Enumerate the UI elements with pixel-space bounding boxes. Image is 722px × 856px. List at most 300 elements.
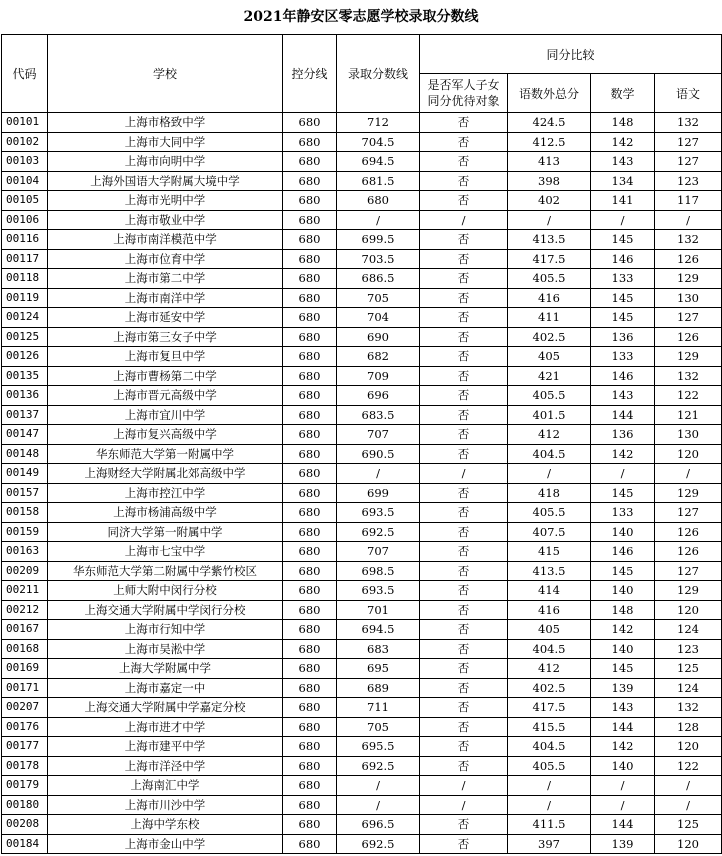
- cell-math: 145: [591, 230, 655, 250]
- cell-admission-score: 692.5: [337, 522, 420, 542]
- cell-control-line: 680: [283, 522, 337, 542]
- cell-total-score: 417.5: [508, 249, 591, 269]
- table-row: [2, 327, 722, 347]
- cell-military-priority: 否: [420, 405, 508, 425]
- table-row: [2, 405, 722, 425]
- cell-admission-score: 695: [337, 659, 420, 679]
- cell-code: 00208: [2, 815, 48, 835]
- cell-military-priority: 否: [420, 171, 508, 191]
- cell-code: 00103: [2, 152, 48, 172]
- table-row: [2, 756, 722, 776]
- cell-control-line: 680: [283, 444, 337, 464]
- cell-code: 00117: [2, 249, 48, 269]
- cell-total-score: 402.5: [508, 327, 591, 347]
- cell-total-score: 416: [508, 600, 591, 620]
- cell-chinese: 123: [655, 171, 722, 191]
- cell-admission-score: 698.5: [337, 561, 420, 581]
- cell-admission-score: 683.5: [337, 405, 420, 425]
- cell-chinese: /: [655, 795, 722, 815]
- cell-school: 上海市洋泾中学: [48, 756, 283, 776]
- table-row: [2, 366, 722, 386]
- cell-code: 00116: [2, 230, 48, 250]
- cell-code: 00157: [2, 483, 48, 503]
- cell-military-priority: 否: [420, 834, 508, 854]
- cell-military-priority: 否: [420, 600, 508, 620]
- cell-control-line: 680: [283, 815, 337, 835]
- cell-control-line: 680: [283, 737, 337, 757]
- cell-school: 上海市敬业中学: [48, 210, 283, 230]
- cell-military-priority: 否: [420, 620, 508, 640]
- cell-control-line: 680: [283, 249, 337, 269]
- cell-math: 145: [591, 483, 655, 503]
- cell-total-score: 402.5: [508, 678, 591, 698]
- cell-school: 上海市复兴高级中学: [48, 425, 283, 445]
- table-row: [2, 737, 722, 757]
- cell-math: /: [591, 210, 655, 230]
- cell-admission-score: 686.5: [337, 269, 420, 289]
- table-row: [2, 561, 722, 581]
- cell-admission-score: 709: [337, 366, 420, 386]
- table-row: [2, 483, 722, 503]
- cell-math: 136: [591, 327, 655, 347]
- cell-total-score: 424.5: [508, 113, 591, 133]
- cell-code: 00179: [2, 776, 48, 796]
- cell-military-priority: 否: [420, 366, 508, 386]
- cell-military-priority: 否: [420, 249, 508, 269]
- cell-total-score: 414: [508, 581, 591, 601]
- cell-control-line: 680: [283, 230, 337, 250]
- cell-school: 上海市第二中学: [48, 269, 283, 289]
- cell-total-score: 397: [508, 834, 591, 854]
- cell-math: 136: [591, 425, 655, 445]
- cell-chinese: 129: [655, 347, 722, 367]
- cell-admission-score: 699: [337, 483, 420, 503]
- cell-code: 00126: [2, 347, 48, 367]
- cell-chinese: 127: [655, 561, 722, 581]
- cell-code: 00158: [2, 503, 48, 523]
- cell-chinese: 132: [655, 366, 722, 386]
- cell-control-line: 680: [283, 113, 337, 133]
- cell-control-line: 680: [283, 327, 337, 347]
- cell-total-score: 405.5: [508, 503, 591, 523]
- table-row: [2, 464, 722, 484]
- cell-school: 上海市川沙中学: [48, 795, 283, 815]
- cell-math: 145: [591, 288, 655, 308]
- cell-code: 00171: [2, 678, 48, 698]
- cell-control-line: 680: [283, 698, 337, 718]
- cell-military-priority: /: [420, 776, 508, 796]
- table-row: [2, 191, 722, 211]
- cell-admission-score: 680: [337, 191, 420, 211]
- table-row: [2, 308, 722, 328]
- cell-school: 上师大附中闵行分校: [48, 581, 283, 601]
- table-row: [2, 152, 722, 172]
- cell-control-line: 680: [283, 425, 337, 445]
- table-row: [2, 698, 722, 718]
- header-tie-comparison: 同分比较: [420, 35, 722, 74]
- cell-code: 00101: [2, 113, 48, 133]
- cell-total-score: 405.5: [508, 386, 591, 406]
- cell-total-score: 421: [508, 366, 591, 386]
- cell-military-priority: 否: [420, 503, 508, 523]
- cell-code: 00147: [2, 425, 48, 445]
- cell-chinese: 130: [655, 425, 722, 445]
- header-math: 数学: [591, 74, 655, 113]
- cell-chinese: 126: [655, 327, 722, 347]
- cell-math: 143: [591, 698, 655, 718]
- cell-math: 140: [591, 756, 655, 776]
- cell-school: 上海市复旦中学: [48, 347, 283, 367]
- cell-math: 142: [591, 620, 655, 640]
- cell-school: 上海交通大学附属中学闵行分校: [48, 600, 283, 620]
- cell-total-score: /: [508, 464, 591, 484]
- cell-control-line: 680: [283, 386, 337, 406]
- cell-military-priority: /: [420, 210, 508, 230]
- cell-control-line: 680: [283, 152, 337, 172]
- cell-control-line: 680: [283, 561, 337, 581]
- cell-chinese: 129: [655, 269, 722, 289]
- cell-code: 00119: [2, 288, 48, 308]
- cell-admission-score: 704: [337, 308, 420, 328]
- cell-total-score: 413.5: [508, 561, 591, 581]
- cell-school: 上海市杨浦高级中学: [48, 503, 283, 523]
- cell-total-score: 405: [508, 347, 591, 367]
- cell-code: 00124: [2, 308, 48, 328]
- cell-code: 00125: [2, 327, 48, 347]
- cell-chinese: 129: [655, 483, 722, 503]
- header-chinese: 语文: [655, 74, 722, 113]
- table-body: [2, 113, 722, 854]
- cell-total-score: 413: [508, 152, 591, 172]
- table-row: [2, 425, 722, 445]
- cell-chinese: 124: [655, 678, 722, 698]
- cell-military-priority: 否: [420, 483, 508, 503]
- cell-admission-score: /: [337, 795, 420, 815]
- cell-math: 143: [591, 386, 655, 406]
- cell-chinese: 123: [655, 639, 722, 659]
- cell-military-priority: 否: [420, 678, 508, 698]
- cell-chinese: 124: [655, 620, 722, 640]
- cell-school: 华东师范大学第一附属中学: [48, 444, 283, 464]
- cell-total-score: 405: [508, 620, 591, 640]
- cell-chinese: 132: [655, 698, 722, 718]
- cell-military-priority: /: [420, 464, 508, 484]
- cell-math: 145: [591, 308, 655, 328]
- header-military-line1: 是否军人子女: [427, 78, 500, 92]
- cell-math: 140: [591, 639, 655, 659]
- cell-chinese: /: [655, 464, 722, 484]
- cell-military-priority: 否: [420, 542, 508, 562]
- cell-admission-score: /: [337, 210, 420, 230]
- cell-admission-score: 707: [337, 425, 420, 445]
- cell-military-priority: 否: [420, 717, 508, 737]
- cell-code: 00209: [2, 561, 48, 581]
- cell-code: 00106: [2, 210, 48, 230]
- cell-code: 00148: [2, 444, 48, 464]
- cell-admission-score: 711: [337, 698, 420, 718]
- cell-military-priority: 否: [420, 659, 508, 679]
- table-row: [2, 542, 722, 562]
- cell-code: 00137: [2, 405, 48, 425]
- table-row: [2, 659, 722, 679]
- cell-admission-score: 705: [337, 717, 420, 737]
- header-school: 学校: [48, 35, 283, 113]
- table-row: [2, 776, 722, 796]
- cell-total-score: 413.5: [508, 230, 591, 250]
- table-row: [2, 269, 722, 289]
- table-row: [2, 288, 722, 308]
- cell-military-priority: 否: [420, 230, 508, 250]
- cell-school: 上海市晋元高级中学: [48, 386, 283, 406]
- cell-code: 00159: [2, 522, 48, 542]
- cell-code: 00207: [2, 698, 48, 718]
- cell-military-priority: 否: [420, 815, 508, 835]
- cell-control-line: 680: [283, 795, 337, 815]
- cell-chinese: 127: [655, 152, 722, 172]
- header-total-score: 语数外总分: [508, 74, 591, 113]
- cell-total-score: 411.5: [508, 815, 591, 835]
- cell-military-priority: 否: [420, 269, 508, 289]
- cell-math: 148: [591, 600, 655, 620]
- table-row: [2, 210, 722, 230]
- cell-total-score: 407.5: [508, 522, 591, 542]
- cell-math: 140: [591, 522, 655, 542]
- cell-chinese: 120: [655, 600, 722, 620]
- cell-code: 00177: [2, 737, 48, 757]
- cell-code: 00168: [2, 639, 48, 659]
- cell-military-priority: 否: [420, 113, 508, 133]
- cell-control-line: 680: [283, 776, 337, 796]
- cell-math: /: [591, 776, 655, 796]
- cell-military-priority: 否: [420, 425, 508, 445]
- cell-total-score: 412: [508, 425, 591, 445]
- cell-control-line: 680: [283, 288, 337, 308]
- page-title: 2021年静安区零志愿学校录取分数线: [243, 9, 479, 25]
- cell-military-priority: 否: [420, 152, 508, 172]
- cell-school: 上海市吴淞中学: [48, 639, 283, 659]
- cell-military-priority: 否: [420, 191, 508, 211]
- cell-admission-score: 696: [337, 386, 420, 406]
- cell-admission-score: 694.5: [337, 152, 420, 172]
- cell-admission-score: 703.5: [337, 249, 420, 269]
- cell-total-score: 412: [508, 659, 591, 679]
- cell-school: 上海市第三女子中学: [48, 327, 283, 347]
- cell-code: 00136: [2, 386, 48, 406]
- cell-military-priority: 否: [420, 132, 508, 152]
- cell-math: 143: [591, 152, 655, 172]
- cell-admission-score: 695.5: [337, 737, 420, 757]
- cell-math: /: [591, 795, 655, 815]
- cell-total-score: 404.5: [508, 737, 591, 757]
- cell-code: 00178: [2, 756, 48, 776]
- cell-school: 上海市七宝中学: [48, 542, 283, 562]
- cell-school: 上海市进才中学: [48, 717, 283, 737]
- cell-military-priority: 否: [420, 561, 508, 581]
- cell-control-line: 680: [283, 659, 337, 679]
- cell-control-line: 680: [283, 678, 337, 698]
- cell-total-score: 412.5: [508, 132, 591, 152]
- cell-code: 00180: [2, 795, 48, 815]
- cell-total-score: 404.5: [508, 639, 591, 659]
- cell-math: 146: [591, 542, 655, 562]
- cell-total-score: 401.5: [508, 405, 591, 425]
- header-admission-score: 录取分数线: [337, 35, 420, 113]
- cell-admission-score: 712: [337, 113, 420, 133]
- table-row: [2, 600, 722, 620]
- cell-military-priority: 否: [420, 347, 508, 367]
- cell-school: 同济大学第一附属中学: [48, 522, 283, 542]
- cell-total-score: /: [508, 795, 591, 815]
- header-military-line2: 同分优待对象: [427, 94, 500, 108]
- cell-admission-score: 693.5: [337, 581, 420, 601]
- cell-control-line: 680: [283, 464, 337, 484]
- cell-school: 上海外国语大学附属大境中学: [48, 171, 283, 191]
- cell-school: 上海市嘉定一中: [48, 678, 283, 698]
- cell-math: 133: [591, 503, 655, 523]
- cell-total-score: 417.5: [508, 698, 591, 718]
- cell-control-line: 680: [283, 756, 337, 776]
- cell-chinese: 130: [655, 288, 722, 308]
- cell-chinese: 126: [655, 522, 722, 542]
- cell-control-line: 680: [283, 620, 337, 640]
- cell-total-score: 416: [508, 288, 591, 308]
- cell-total-score: 398: [508, 171, 591, 191]
- cell-code: 00149: [2, 464, 48, 484]
- cell-control-line: 680: [283, 269, 337, 289]
- cell-military-priority: /: [420, 795, 508, 815]
- table-row: [2, 522, 722, 542]
- cell-control-line: 680: [283, 191, 337, 211]
- cell-admission-score: 692.5: [337, 834, 420, 854]
- cell-total-score: 418: [508, 483, 591, 503]
- table-row: [2, 815, 722, 835]
- cell-code: 00169: [2, 659, 48, 679]
- cell-code: 00211: [2, 581, 48, 601]
- header-code: 代码: [2, 35, 48, 113]
- cell-math: 145: [591, 561, 655, 581]
- cell-control-line: 680: [283, 132, 337, 152]
- cell-admission-score: 694.5: [337, 620, 420, 640]
- cell-chinese: 127: [655, 503, 722, 523]
- table-row: [2, 444, 722, 464]
- cell-code: 00163: [2, 542, 48, 562]
- cell-chinese: 122: [655, 386, 722, 406]
- cell-admission-score: 692.5: [337, 756, 420, 776]
- cell-total-score: /: [508, 210, 591, 230]
- cell-chinese: 120: [655, 834, 722, 854]
- table-row: [2, 639, 722, 659]
- cell-chinese: 125: [655, 815, 722, 835]
- cell-admission-score: 683: [337, 639, 420, 659]
- table-header: [2, 35, 722, 113]
- cell-math: 140: [591, 581, 655, 601]
- cell-chinese: 126: [655, 542, 722, 562]
- table-row: [2, 171, 722, 191]
- table-row: [2, 717, 722, 737]
- cell-code: 00118: [2, 269, 48, 289]
- cell-admission-score: 696.5: [337, 815, 420, 835]
- header-military-priority: [420, 74, 508, 113]
- cell-admission-score: 707: [337, 542, 420, 562]
- cell-math: 142: [591, 444, 655, 464]
- table-row: [2, 132, 722, 152]
- cell-total-score: 404.5: [508, 444, 591, 464]
- cell-code: 00184: [2, 834, 48, 854]
- cell-control-line: 680: [283, 542, 337, 562]
- cell-chinese: 120: [655, 737, 722, 757]
- cell-military-priority: 否: [420, 308, 508, 328]
- cell-school: 上海市金山中学: [48, 834, 283, 854]
- cell-control-line: 680: [283, 171, 337, 191]
- admission-table: [1, 34, 722, 854]
- cell-school: 上海中学东校: [48, 815, 283, 835]
- cell-admission-score: 682: [337, 347, 420, 367]
- cell-chinese: 117: [655, 191, 722, 211]
- cell-admission-score: 705: [337, 288, 420, 308]
- cell-total-score: /: [508, 776, 591, 796]
- cell-code: 00135: [2, 366, 48, 386]
- cell-military-priority: 否: [420, 288, 508, 308]
- cell-school: 上海市行知中学: [48, 620, 283, 640]
- cell-control-line: 680: [283, 308, 337, 328]
- cell-code: 00176: [2, 717, 48, 737]
- table-row: [2, 678, 722, 698]
- cell-control-line: 680: [283, 639, 337, 659]
- cell-military-priority: 否: [420, 386, 508, 406]
- cell-math: 144: [591, 815, 655, 835]
- cell-school: 上海市曹杨第二中学: [48, 366, 283, 386]
- cell-math: 148: [591, 113, 655, 133]
- cell-chinese: /: [655, 776, 722, 796]
- cell-school: 上海财经大学附属北郊高级中学: [48, 464, 283, 484]
- cell-code: 00212: [2, 600, 48, 620]
- header-control-line: 控分线: [283, 35, 337, 113]
- cell-school: 上海大学附属中学: [48, 659, 283, 679]
- cell-code: 00105: [2, 191, 48, 211]
- cell-code: 00102: [2, 132, 48, 152]
- table-row: [2, 347, 722, 367]
- cell-chinese: 125: [655, 659, 722, 679]
- cell-math: 142: [591, 737, 655, 757]
- cell-math: 139: [591, 834, 655, 854]
- cell-control-line: 680: [283, 581, 337, 601]
- cell-admission-score: /: [337, 776, 420, 796]
- cell-math: 141: [591, 191, 655, 211]
- cell-school: 上海市控江中学: [48, 483, 283, 503]
- table-row: [2, 386, 722, 406]
- cell-military-priority: 否: [420, 737, 508, 757]
- cell-admission-score: 689: [337, 678, 420, 698]
- table-row: [2, 834, 722, 854]
- cell-school: 上海市建平中学: [48, 737, 283, 757]
- cell-math: 145: [591, 659, 655, 679]
- cell-admission-score: 681.5: [337, 171, 420, 191]
- cell-chinese: /: [655, 210, 722, 230]
- cell-military-priority: 否: [420, 327, 508, 347]
- cell-code: 00167: [2, 620, 48, 640]
- cell-control-line: 680: [283, 210, 337, 230]
- cell-control-line: 680: [283, 503, 337, 523]
- cell-admission-score: 701: [337, 600, 420, 620]
- cell-military-priority: 否: [420, 581, 508, 601]
- cell-admission-score: 704.5: [337, 132, 420, 152]
- table-row: [2, 230, 722, 250]
- cell-admission-score: 690: [337, 327, 420, 347]
- cell-school: 上海市向明中学: [48, 152, 283, 172]
- cell-school: 华东师范大学第二附属中学紫竹校区: [48, 561, 283, 581]
- table-row: [2, 503, 722, 523]
- cell-control-line: 680: [283, 717, 337, 737]
